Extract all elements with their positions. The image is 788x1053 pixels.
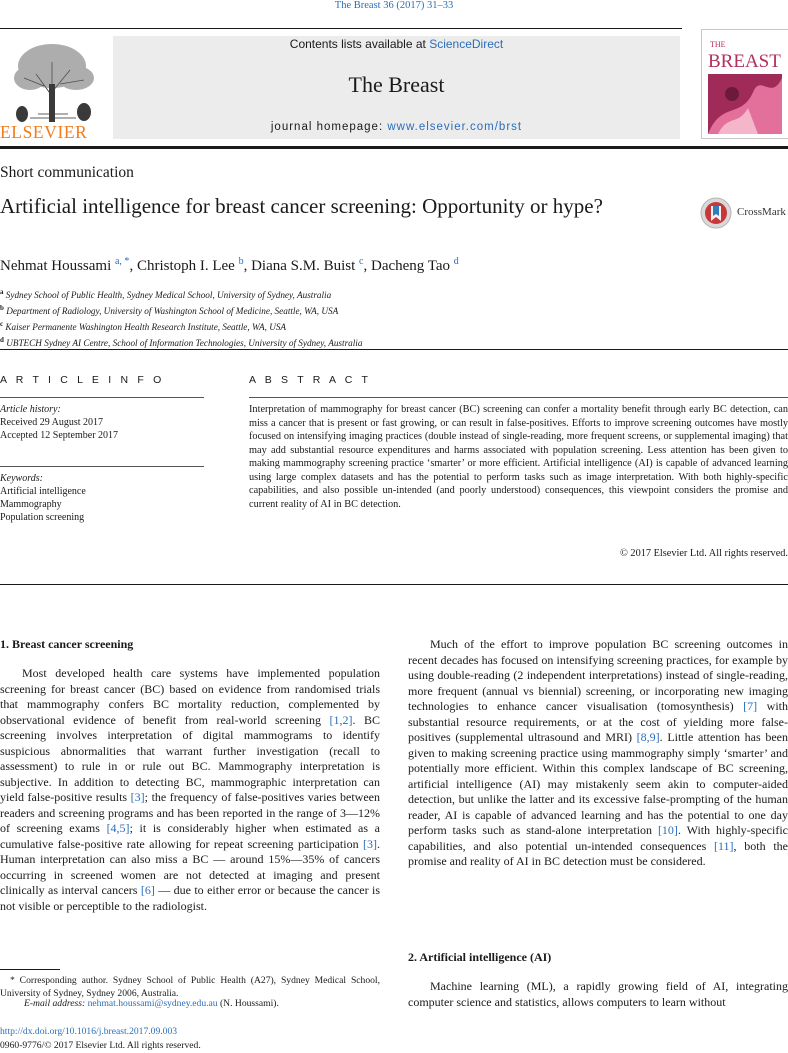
author-affiliation-marker[interactable]: d [453, 256, 459, 267]
affiliation-list [0, 286, 362, 350]
affiliation-key: a [0, 288, 4, 296]
crossmark-label[interactable]: CrossMark [737, 206, 786, 218]
homepage-prefix: journal homepage: [270, 121, 388, 133]
cover-title-small: THE [710, 40, 726, 49]
author-name[interactable]: Dacheng Tao [370, 258, 451, 274]
citation-link[interactable]: [4,5] [106, 821, 130, 835]
affiliation-key: b [0, 304, 4, 313]
article-history [0, 403, 118, 442]
contents-line [113, 37, 680, 51]
citation-link[interactable]: [3] [363, 836, 377, 851]
keywords-label: Keywords: [0, 473, 43, 484]
author-name[interactable]: Christoph I. Lee [136, 258, 235, 274]
issn-copyright: 0960-9776/© 2017 Elsevier Ltd. All rights reserved. [0, 1040, 201, 1051]
text-run: ; the frequency of false-positives varies between readers and screening programs and has been reported in the range of 3—12% of screening exams [0, 790, 380, 835]
abstract-text: Interpretation of mammography for breast cancer (BC) screening can confer a mortality benefit through early BC detection, can miss a cancer that is present or fast growing, or can result in false-positives. Efforts to improve screening outcomes have mostly focused on intensifying imaging practices (double instead of single-reading, more frequent screens, or supplemental imaging) that may add substantial resource expenditures and harms associated with population screening. Less attention has been given to making mammography screening practice ‘smarter’ or more efficient. Artificial intelligence (AI) is capable of advanced learning using large complex datasets and has the potential to perform tasks such as image interpretation. With both highly-specific capabilities, and also possible un-intended (and poorly understood) consequences, this viewpoint considers the promise and current reality of AI in BC detection. [249, 404, 788, 510]
elsevier-tree-icon [0, 34, 104, 142]
author-name[interactable]: Diana S.M. Buist [251, 258, 356, 274]
keyword-item: Artificial intelligence [0, 486, 86, 497]
text-run: . BC screening involves interpretation of digital mammograms to identify suspicious abnormalities that warrant further investigation (recall to assessment) to rule in or rule out BC. Mammography interpretation is subjective. In addition to detecting BC, mammographic interpretation can yield false-positive results [0, 712, 380, 804]
citation-link[interactable]: [3] [130, 790, 145, 804]
received-date: Received 29 August 2017 [0, 417, 104, 428]
journal-homepage-link[interactable]: www.elsevier.com/brst [387, 121, 523, 133]
journal-cover-image[interactable] [701, 29, 788, 139]
author-separator: , [363, 258, 371, 274]
citation-link[interactable]: [6] [140, 883, 155, 897]
affiliation-text: Kaiser Permanente Washington Health Research Institute, Seattle, WA, USA [5, 322, 287, 333]
journal-citation[interactable]: The Breast 36 (2017) 31–33 [334, 0, 454, 11]
article-info-rule [0, 397, 204, 398]
affiliation-item [0, 334, 362, 350]
email-link[interactable]: nehmat.houssami@sydney.edu.au [87, 998, 218, 1009]
accepted-date: Accepted 12 September 2017 [0, 430, 119, 441]
citation-link[interactable]: [8,9] [636, 730, 660, 744]
top-rule [0, 28, 682, 29]
text-run: — due to either error or because the cancer is not visible or perceptible to the radiologist. [0, 883, 380, 913]
citation-link[interactable]: [7] [743, 699, 758, 713]
keywords-rule [0, 466, 204, 467]
cover-title: BREAST [708, 51, 781, 72]
doi-link[interactable]: http://dx.doi.org/10.1016/j.breast.2017.09.003 [0, 1026, 178, 1037]
author-affiliation-marker[interactable]: a, * [114, 256, 130, 267]
abstract-copyright: © 2017 Elsevier Ltd. All rights reserved. [620, 548, 788, 559]
keywords-block [0, 472, 86, 524]
header-rule [0, 146, 788, 149]
keyword-item: Mammography [0, 499, 62, 510]
text-run: ; it is considerably higher when estimated as a cumulative false-positive rate allowing for repeat screening participation [0, 821, 380, 851]
affiliation-item [0, 286, 362, 302]
text-run: , both the promise and reality of AI in BC detection must be considered. [408, 838, 788, 868]
affiliation-item [0, 318, 362, 334]
citation-link[interactable]: [1,2] [329, 712, 353, 727]
section-heading-artificial-intelligence: 2. Artificial intelligence (AI) [408, 950, 552, 964]
abstract-heading: A B S T R A C T [249, 374, 372, 386]
affiliation-text: UBTECH Sydney AI Centre, School of Information Technologies, University of Sydney, Australia [6, 338, 363, 349]
publisher-logo-text: ELSEVIER [0, 122, 88, 142]
cover-art [702, 30, 788, 138]
affiliation-item [0, 302, 362, 318]
citation-link[interactable]: [11] [713, 838, 734, 853]
body-paragraph [408, 637, 788, 870]
footnote-rule [0, 969, 60, 970]
corresponding-author-footnote: * Corresponding author. Sydney School of Public Health (A27), Sydney Medical School, University of Sydney, Sydney 2006, Australia. [0, 975, 380, 999]
author-list [0, 256, 459, 275]
affiliation-key: d [0, 336, 4, 345]
author-separator: , [129, 258, 137, 274]
history-label: Article history: [0, 404, 61, 415]
text-run: . With highly-specific capabilities, and also potential un-intended consequences [408, 823, 788, 853]
section-divider [0, 349, 788, 350]
email-footnote [24, 998, 279, 1009]
text-run: . Human interpretation can also miss a BC — around 15%—35% of cancers occurring in screened women are not detected at imaging and present clinically as interval cancers [0, 836, 380, 897]
body-paragraph [0, 666, 380, 914]
sciencedirect-link[interactable]: ScienceDirect [429, 37, 504, 51]
author-separator: , [243, 258, 252, 274]
citation-link[interactable]: [10] [657, 823, 678, 837]
article-info-heading: A R T I C L E I N F O [0, 374, 165, 386]
email-suffix: (N. Houssami). [217, 998, 279, 1009]
affiliation-text: Department of Radiology, University of Washington School of Medicine, Seattle, WA, USA [6, 306, 339, 317]
keyword-item: Population screening [0, 512, 85, 523]
article-type: Short communication [0, 164, 134, 181]
contents-prefix: Contents lists available at [289, 37, 430, 51]
affiliation-text: Sydney School of Public Health, Sydney Medical School, University of Sydney, Australia [5, 290, 332, 301]
section-heading-breast-cancer-screening: 1. Breast cancer screening [0, 637, 134, 651]
email-label: E-mail address: [24, 998, 88, 1009]
affiliation-key: c [0, 320, 4, 329]
publisher-logo[interactable] [0, 34, 104, 142]
crossmark-icon [700, 197, 734, 231]
article-title: Artificial intelligence for breast cancer screening: Opportunity or hype? [0, 194, 603, 218]
abstract-rule [249, 397, 788, 398]
author-affiliation-marker[interactable]: b [238, 256, 244, 267]
author-affiliation-marker[interactable]: c [359, 256, 364, 267]
journal-name: The Breast [348, 72, 445, 97]
text-run: . Little attention has been given to making screening practice using mammography simply ‘smarter’ and potentially more efficient. Within this complex landscape of BC screening, artificial intelligence (AI) may mistakenly seem akin to computer-aided detection, but unlike the latter and its excessive false-prompting of the human reader, AI is capable of advanced learning and has the potential to one day perform tasks such as stand-alone interpretation [408, 730, 788, 837]
abstract-end-rule [0, 584, 788, 585]
homepage-line [113, 121, 680, 133]
text-run: Much of the effort to improve population BC screening outcomes in recent decades has focused on intensifying screening practices, for example by using double-reading (2 independent interpretations) instead of single-reading, more frequent (annual vs biennial) screening, or incorporating new imaging technologies to enhance cancer visualisation (tomosynthesis) [408, 637, 788, 713]
body-paragraph: Machine learning (ML), a rapidly growing field of AI, integrating computer science and statistics, allows computers to learn without [408, 979, 788, 1009]
text-run: Most developed health care systems have implemented population screening for breast cancer (BC) based on evidence from randomised trials that mammography confers BC mortality reduction, complemented by observational evidence of benefit from real-world screening [0, 666, 380, 727]
text-run: with substantial resource requirements, or at the cost of yielding more false-positives (supplemental ultrasound and MRI) [408, 699, 788, 744]
author-name[interactable]: Nehmat Houssami [0, 258, 112, 274]
